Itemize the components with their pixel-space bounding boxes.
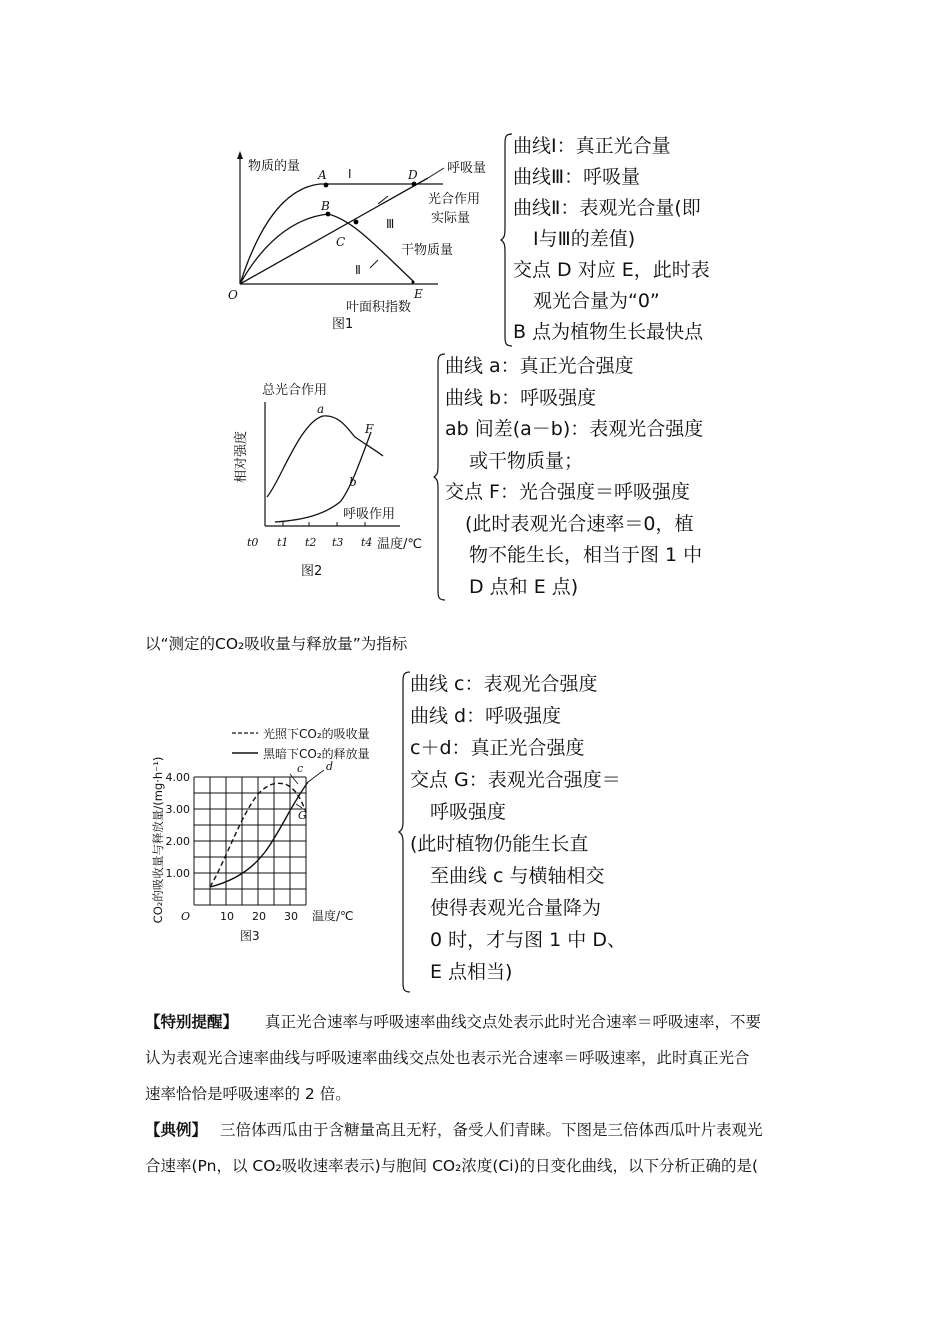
- notes1-line-6: 观光合量为“0”: [533, 290, 660, 312]
- point-e-dot: [412, 281, 415, 284]
- fig3-point-g: G: [298, 809, 307, 822]
- fig1-curve-ii: Ⅱ: [355, 263, 361, 277]
- fig3-ytick-1: 1.00: [165, 867, 190, 880]
- fig2-curve-a: a: [317, 402, 325, 416]
- notes3-line-2: 曲线 d：呼吸强度: [410, 705, 562, 727]
- fig2-gross-label: 总光合作用: [262, 383, 328, 398]
- fig3-legend-dashed: 光照下CO₂的吸收量: [263, 727, 370, 741]
- notes3-line-1: 曲线 c：表观光合强度: [410, 673, 598, 695]
- notes2-line-1: 曲线 a：真正光合强度: [445, 355, 634, 377]
- fig1-point-c: C: [336, 235, 346, 249]
- fig3-curve-d: d: [326, 760, 334, 773]
- tip-tag: 【特别提醒】: [145, 1013, 239, 1031]
- notes2-line-7: 物不能生长，相当于图 1 中: [469, 544, 703, 566]
- notes-2: [445, 351, 703, 603]
- figure-3: [140, 722, 400, 947]
- fig2-caption: 图2: [301, 564, 323, 579]
- notes2-line-3: ab 间差(a－b)：表观光合强度: [445, 418, 704, 440]
- fig1-actual-label-1: 光合作用: [428, 192, 481, 207]
- notes3-line-6: (此时植物仍能生长直: [410, 833, 589, 855]
- notes3-line-10: E 点相当): [430, 961, 513, 983]
- notes2-line-6: (此时表观光合速率＝0，植: [465, 512, 694, 535]
- fig1-origin: O: [228, 288, 238, 302]
- fig3-ytick-3: 3.00: [165, 803, 190, 816]
- notes3-line-8: 使得表观光合量降为: [430, 897, 602, 919]
- point-c-dot: [354, 220, 359, 225]
- fig3-xtick-o: O: [181, 910, 191, 923]
- fig1-respiration-label: 呼吸量: [447, 161, 487, 176]
- fig1-ylabel: 物质的量: [248, 159, 301, 174]
- notes2-line-8: D 点和 E 点): [469, 575, 579, 598]
- notes1-line-1: 曲线Ⅰ：真正光合量: [513, 135, 671, 157]
- fig1-xlabel: 叶面积指数: [346, 300, 412, 315]
- fig3-xtick-30: 30: [284, 910, 298, 923]
- notes1-line-2: 曲线Ⅲ：呼吸量: [513, 166, 641, 188]
- fig1-actual-label-2: 实际量: [431, 211, 471, 226]
- notes-1: [513, 131, 710, 348]
- notes1-line-5: 交点 D 对应 E，此时表: [513, 259, 710, 281]
- notes3-line-5: 呼吸强度: [430, 801, 507, 823]
- fig3-xtick-10: 10: [220, 910, 234, 923]
- notes2-line-4: 或干物质量；: [469, 449, 584, 472]
- figure-2: [225, 372, 440, 587]
- fig3-xtick-20: 20: [252, 910, 266, 923]
- tip-line-1: [145, 1004, 815, 1040]
- notes1-line-3: 曲线Ⅱ：表观光合量(即: [513, 197, 701, 219]
- fig3-curve-c: c: [297, 762, 304, 775]
- point-d-dot: [412, 182, 417, 187]
- fig1-caption: 图1: [332, 317, 354, 332]
- point-a-dot: [324, 183, 329, 188]
- notes1-line-7: B 点为植物生长最快点: [513, 321, 704, 343]
- notes2-line-2: 曲线 b：呼吸强度: [445, 386, 597, 409]
- fig1-point-d: D: [408, 168, 418, 182]
- fig2-tick-t0: t0: [247, 536, 259, 549]
- notes3-line-4: 交点 G：表观光合强度＝: [410, 769, 621, 791]
- tip-paragraph: [145, 1004, 815, 1112]
- figure-1: [228, 148, 508, 338]
- notes3-line-7: 至曲线 c 与横轴相交: [430, 865, 605, 887]
- brace-1: [500, 132, 514, 348]
- fig3-caption: 图3: [240, 929, 260, 943]
- fig3-ytick-4: 4.00: [165, 771, 190, 784]
- fig2-xlabel: 温度/℃: [377, 537, 422, 552]
- notes1-line-4: Ⅰ与Ⅲ的差值): [533, 228, 636, 250]
- fig2-tick-t3: t3: [332, 536, 344, 549]
- fig1-point-e: E: [414, 287, 423, 301]
- fig2-point-f: F: [365, 422, 374, 436]
- notes3-line-3: c＋d：真正光合强度: [410, 737, 585, 759]
- fig3-ytick-2: 2.00: [165, 835, 190, 848]
- section-line: 以“测定的CO₂吸收量与释放量”为指标: [145, 635, 408, 653]
- notes-3: [410, 668, 626, 988]
- fig1-point-a: A: [318, 168, 327, 182]
- fig2-tick-t2: t2: [305, 536, 317, 549]
- fig3-ylabel: CO₂的吸收量与释放量/(mg·h⁻¹): [151, 756, 165, 924]
- fig3-xlabel: 温度/℃: [312, 909, 354, 923]
- example-line-2: 合速率(Pn，以 CO₂吸收速率表示)与胞间 CO₂浓度(Ci)的日变化曲线，以下分析正确的是(: [145, 1157, 759, 1175]
- fig1-dry-matter-label: 干物质量: [401, 243, 454, 258]
- fig1-curve-iii: Ⅲ: [386, 217, 395, 231]
- fig2-resp-label: 呼吸作用: [343, 507, 396, 522]
- fig1-curve-i: Ⅰ: [348, 167, 352, 181]
- fig2-curve-b: b: [349, 475, 357, 489]
- fig2-tick-t1: t1: [277, 536, 289, 549]
- tip-line-3: 速率恰恰是呼吸速率的 2 倍。: [145, 1085, 351, 1103]
- example-paragraph: [145, 1112, 815, 1184]
- fig1-point-b: B: [321, 199, 330, 213]
- tip-text-1: 真正光合速率与呼吸速率曲线交点处表示此时光合速率＝呼吸速率，不要: [264, 1013, 761, 1031]
- fig2-tick-t4: t4: [361, 536, 373, 549]
- fig3-legend-solid: 黑暗下CO₂的释放量: [263, 747, 370, 761]
- example-text-1: 三倍体西瓜由于含糖量高且无籽，备受人们青睐。下图是三倍体西瓜叶片表观光: [219, 1121, 763, 1139]
- notes3-line-9: 0 时，才与图 1 中 D、: [430, 929, 626, 951]
- fig2-ylabel: 相对强度: [234, 430, 249, 484]
- example-line-1: [145, 1112, 815, 1148]
- tip-line-2: 认为表观光合速率曲线与呼吸速率曲线交点处也表示光合速率＝呼吸速率，此时真正光合: [145, 1049, 750, 1067]
- notes2-line-5: 交点 F：光合强度＝呼吸强度: [445, 481, 690, 503]
- example-tag: 【典例】: [145, 1121, 208, 1139]
